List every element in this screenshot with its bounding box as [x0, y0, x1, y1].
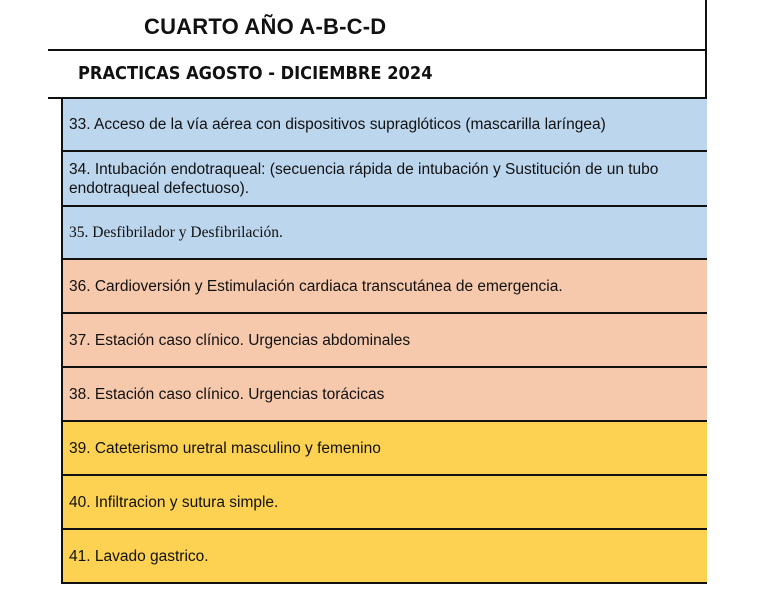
- practice-row-34: [63, 150, 707, 205]
- practice-text: 35. Desfibrilador y Desfibrilación.: [69, 224, 283, 241]
- practice-text: 36. Cardioversión y Estimulación cardiaca transcutánea de emergencia.: [69, 277, 563, 295]
- practice-text: 40. Infiltracion y sutura simple.: [69, 493, 279, 511]
- practice-text: 39. Cateterismo uretral masculino y femenino: [69, 439, 381, 457]
- page-subtitle: PRACTICAS AGOSTO - DICIEMBRE 2024: [78, 64, 433, 84]
- practice-row-39: [63, 420, 707, 474]
- practice-row-41: [63, 528, 707, 582]
- title-divider: [48, 49, 707, 51]
- practice-text: 33. Acceso de la vía aérea con dispositivos supraglóticos (mascarilla laríngea): [69, 116, 606, 133]
- page-title: CUARTO AÑO A-B-C-D: [144, 14, 387, 39]
- practice-row-40: [63, 474, 707, 528]
- practice-text: 34. Intubación endotraqueal: (secuencia rápida de intubación y Sustitución de un tubo endotraqueal defectuoso).: [69, 160, 659, 197]
- practice-row-37: [63, 312, 707, 366]
- practice-row-36: [63, 258, 707, 312]
- practice-row-35: [63, 205, 707, 258]
- practice-text: 38. Estación caso clínico. Urgencias torácicas: [69, 385, 385, 403]
- practice-text: 41. Lavado gastrico.: [69, 547, 209, 565]
- practice-row-38: [63, 366, 707, 420]
- practice-table: [61, 97, 707, 584]
- practice-text: 37. Estación caso clínico. Urgencias abdominales: [69, 331, 411, 349]
- practice-row-33: [63, 97, 707, 150]
